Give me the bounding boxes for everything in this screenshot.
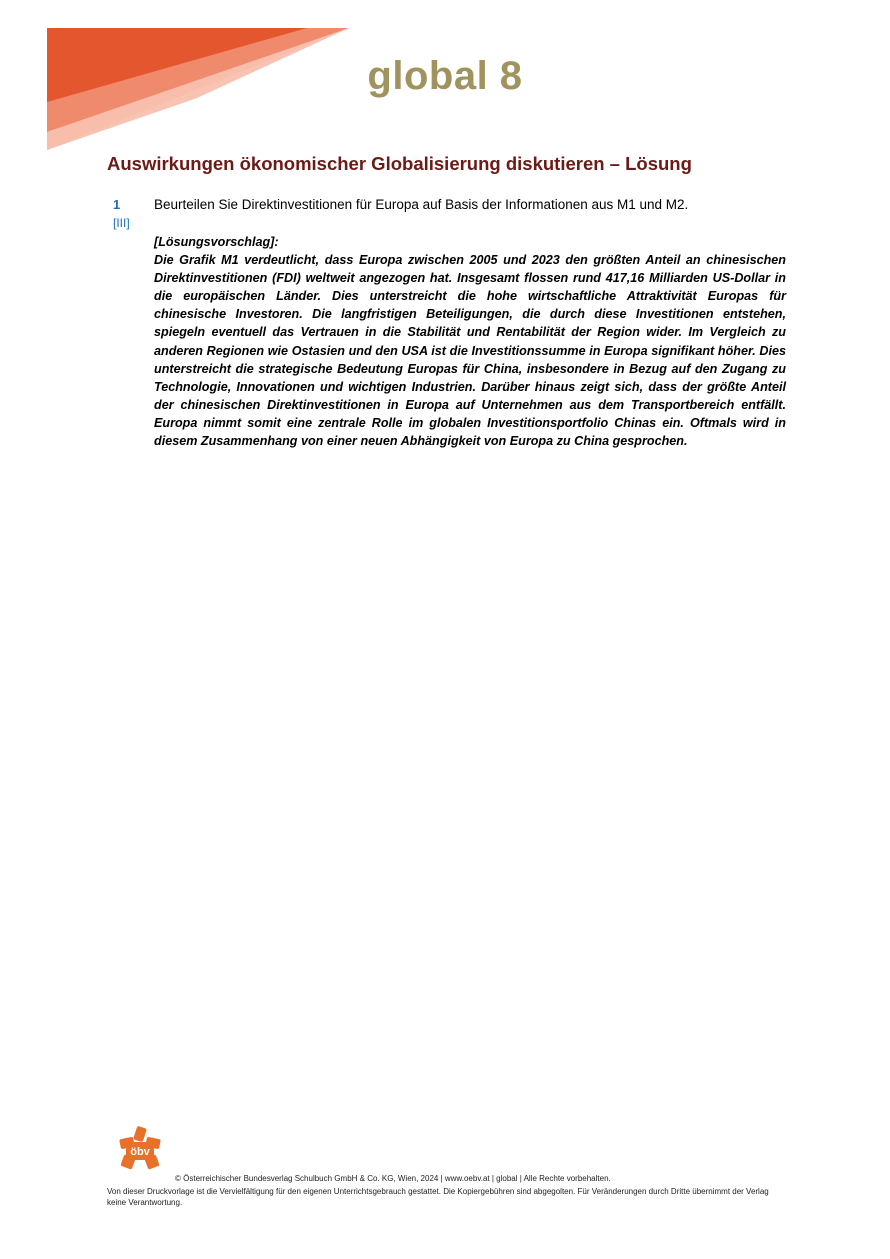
oebv-logo-icon [118, 1126, 162, 1172]
task-level: [III] [113, 216, 130, 230]
disclaimer-text: Von dieser Druckvorlage ist die Vervielfältigung für den eigenen Unterrichtsgebrauch gestattet. Die Kopiergebühren sind abgegolten. Für Veränderungen durch Dritte übernimmt der Verlag keine Verantwortung. [107, 1187, 769, 1207]
logo-text: öbv [130, 1146, 150, 1158]
solution-block [154, 233, 786, 450]
solution-text: Die Grafik M1 verdeutlicht, dass Europa zwischen 2005 und 2023 den größten Anteil an chinesischen Direktinvestitionen (FDI) weltweit angezogen hat. Insgesamt flossen rund 417,16 Milliarden US-Dollar in die europäischen Länder. Dies unterstreicht die hohe wirtschaftliche Attraktivität Europas für chinesische Investoren. Die langfristigen Beteiligungen, die durch diese Investitionen entstehen, spiegeln eventuell das Vertrauen in die Stabilität und Rentabilität der Region wider. Im Vergleich zu anderen Regionen wie Ostasien und den USA ist die Investitionssumme in Europa signifikant höher. Dies unterstreicht die strategische Bedeutung Europas für China, insbesondere in Bezug auf den Zugang zu Technologie, Innovationen und wichtigen Industrien. Darüber hinaus zeigt sich, dass der größte Anteil der chinesischen Direktinvestitionen in Europa auf Unternehmen aus dem Transportbereich entfällt. Europa nimmt somit eine zentrale Rolle im globalen Investitionsportfolio Chinas ein. Oftmals wird in diesem Zusammenhang von einer neuen Abhängigkeit von Europa zu China gesprochen. [154, 253, 786, 449]
solution-label: [Lösungsvorschlag]: [154, 235, 279, 249]
brand-title: global 8 [367, 54, 523, 98]
task-number: 1 [113, 197, 121, 212]
page-heading: Auswirkungen ökonomischer Globalisierung diskutieren – Lösung [107, 153, 692, 174]
copyright-notice: © Österreichischer Bundesverlag Schulbuch GmbH & Co. KG, Wien, 2024 | www.oebv.at | global | Alle Rechte vorbehalten. [175, 1174, 611, 1183]
task-question: Beurteilen Sie Direktinvestitionen für Europa auf Basis der Informationen aus M1 und M2. [154, 197, 689, 212]
